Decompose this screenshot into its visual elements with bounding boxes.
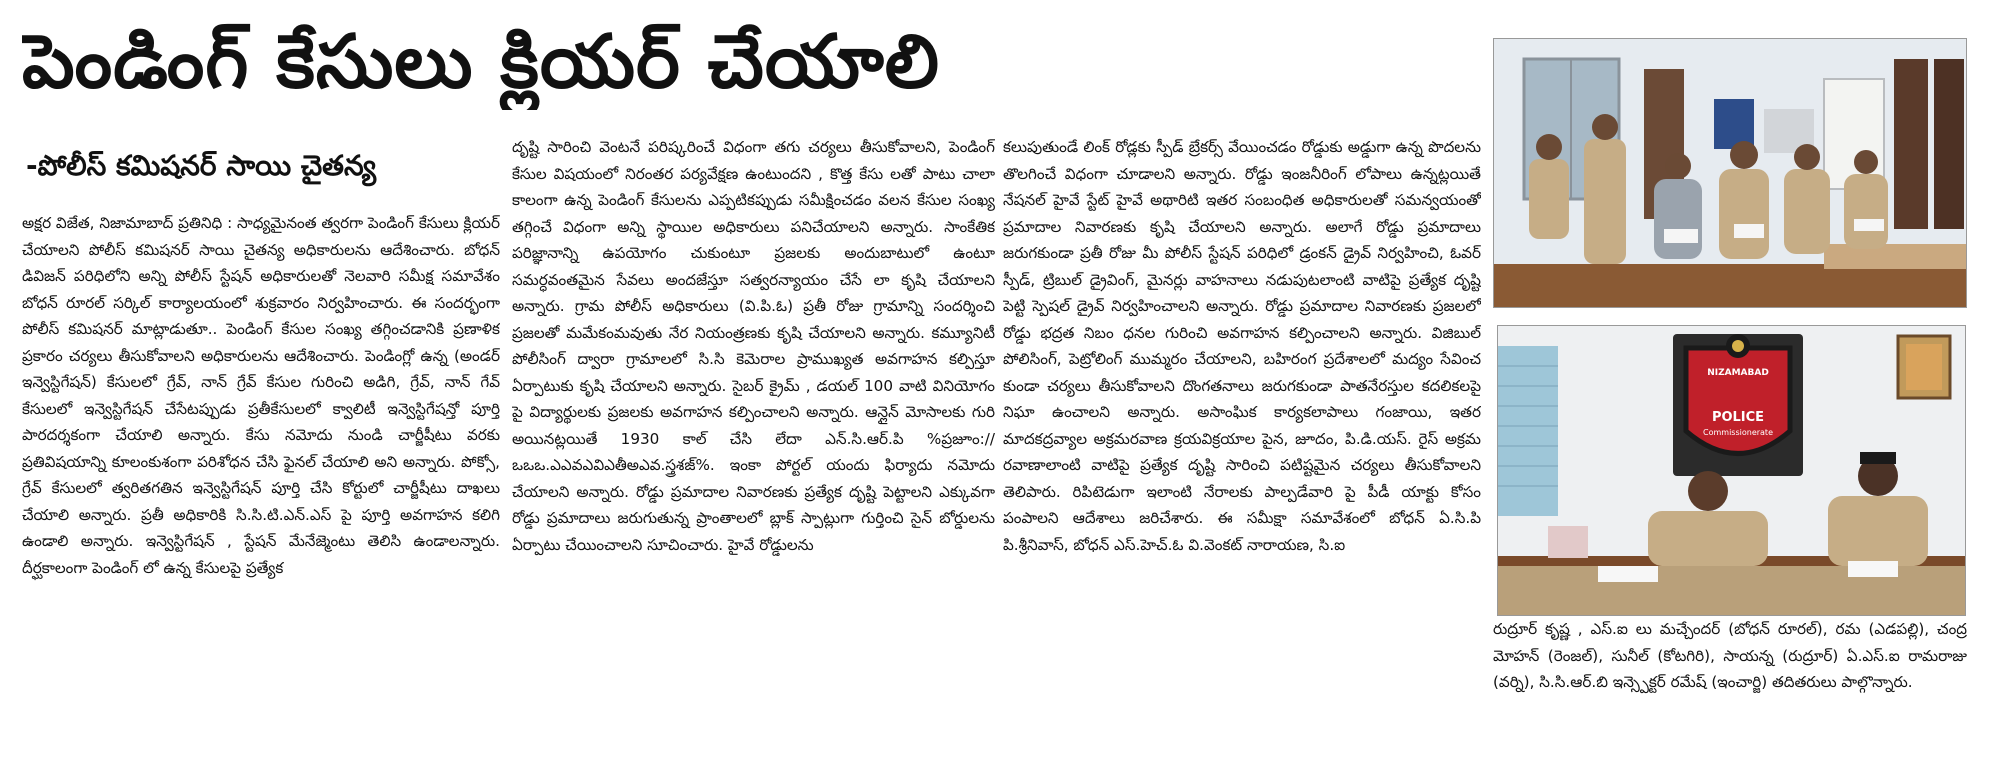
meeting-photo	[1493, 38, 1967, 308]
article-column-2	[512, 134, 995, 762]
emblem-police-label: POLICE	[1711, 410, 1765, 425]
emblem-city-label: NIZAMABAD	[1707, 368, 1769, 378]
meeting-photo-illustration	[1494, 39, 1966, 307]
photo-caption: రుద్రూర్ కృష్ణ , ఎస్.ఐ లు మచ్చేందర్ (బోధన్ రూరల్), రమ (ఎడపల్లి), చంద్ర మోహన్ (రెంజల్), సునీల్ (కోటగిరి), సాయన్న (రుద్రూర్) ఏ.ఎస్.ఐ రామరాజు (వర్ని), సి.సి.ఆర్.బి ఇన్స్పెక్టర్ రమేష్ (ఇంచార్జి) తదితరులు పాల్గొన్నారు.	[1493, 620, 1967, 691]
emblem-commissionerate-label: Commissionerate	[1703, 428, 1773, 437]
office-photo	[1497, 325, 1966, 616]
headline: పెండింగ్ కేసులు క్లియర్ చేయాలి	[22, 19, 941, 105]
article-text-column-1: అక్షర విజేత, నిజామాబాద్ ప్రతినిధి : సాధ్యమైనంత త్వరగా పెండింగ్ కేసులు క్లియర్ చేయాలని పోలీస్ కమిషనర్ సాయి చైతన్య అధికారులను ఆదేశించారు. బోధన్ డివిజన్ పరిధిలోని అన్ని పోలీస్ స్టేషన్ అధికారులతో నెలవారి సమీక్ష సమావేశం బోధన్ రూరల్ సర్కిల్ కార్యాలయంలో శుక్రవారం నిర్వహించారు. ఈ సందర్భంగా పోలీస్ కమిషనర్ మాట్లాడుతూ.. పెండింగ్ కేసుల సంఖ్య తగ్గించడానికి ప్రణాళిక ప్రకారం చర్యలు తీసుకోవాలని అధికారులను ఆదేశించారు. పెండింగ్లో ఉన్న (అండర్ ఇన్వెస్టిగేషన్) కేసులలో గ్రేవ్, నాన్ గ్రేవ్ కేసుల గురించి అడిగి, గ్రేవ్, నాన్ గేవ్ కేసులలో ఇన్వెస్టిగేషన్ చేసేటప్పుడు ప్రతీకేసులలో క్వాలిటీ ఇన్వెస్టిగేషన్తో పూర్తి పారదర్శకంగా చేయాలి అన్నారు. కేసు నమోదు నుండి చార్జీషీటు వరకు ప్రతివిషయాన్ని కూలంకుశంగా పరిశోధన చేసి ఫైనల్ చేయాలి అని అన్నారు. పోక్సో, గ్రేవ్ కేసులలో త్వరితగతిన ఇన్వెస్టిగేషన్ పూర్తి చేసి కోర్టులో చార్జీషీటు దాఖలు చేయాలి అన్నారు. ప్రతీ అధికారికి సి.సి.టి.ఎన్.ఎస్ పై పూర్తి అవగాహన కలిగి ఉండాలి అన్నారు. ఇన్వెస్టిగేషన్ , స్టేషన్ మేనేజ్మెంటు తెలిసి ఉండాలన్నారు. దీర్ఘకాలంగా పెండింగ్ లో ఉన్న కేసులపై ప్రత్యేక	[22, 214, 500, 577]
article-text-column-3: కలుపుతుండే లింక్ రోడ్లకు స్పీడ్ బ్రేకర్స్ వేయించడం రోడ్డుకు అడ్డుగా ఉన్న పొదలను తొలగించే విధంగా చూడాలని అన్నారు. రోడ్డు ఇంజనీరింగ్ లోపాలు ఉన్నట్లయితే నేషనల్ హైవే స్టేట్ హైవే అథారిటి ఇతర సంబంధిత అధికారులతో సమన్వయంతో ప్రమాదాల నివారణకు కృషి చేయాలని అన్నారు. అలాగే రోడ్డు ప్రమాదాలు జరుగకుండా ప్రతీ రోజు మీ పోలీస్ స్టేషన్ పరిధిలో డ్రంకన్ డ్రైవ్ నిర్వహించి, ఓవర్ స్పీడ్, ట్రిబుల్ డ్రైవింగ్, మైనర్లు వాహనాలు నడుపుటలాంటి వాటిపై ప్రత్యేక దృష్టి పెట్టి స్పెషల్ డ్రైవ్ నిర్వహించాలని అన్నారు. రోడ్డు ప్రమాదాల నివారణకు ప్రజలలో రోడ్డు భద్రత నిబం ధనల గురించి అవగాహన కల్పించాలని అన్నారు. విజిబుల్ పోలిసింగ్, పెట్రోలింగ్ ముమ్మరం చేయాలని, బహిరంగ ప్రదేశాలలో మద్యం సేవించ కుండా చర్యలు తీసుకోవాలని దొంగతనాలు జరుగకుండా పాతనేరస్తుల కదలికలపై నిఘా ఉంచాలని అన్నారు. అసాంఘిక కార్యకలాపాలు గంజాయి, ఇతర మాదకద్రవ్యాల అక్రమరవాణ క్రయవిక్రయాల పైన, జూదం, పి.డి.యస్. రైస్ అక్రమ రవాణాలాంటి వాటిపై ప్రత్యేక దృష్టి సారించి పటిష్టమైన చర్యలు తీసుకోవాలని తెలిపారు. రిపిటెడుగా ఇలాంటి నేరాలకు పాల్పడేవారి పై పీడీ యాక్టు కోసం పంపాలని ఆదేశాలు జరిచేశారు. ఈ సమీక్షా సమావేశంలో బోధన్ ఏ.సి.పి పి.శ్రీనివాస్, బోధన్ ఎస్.హెచ్.ఓ వి.వెంకట్ నారాయణ, సి.ఐ	[1003, 138, 1481, 554]
article-text-column-2: దృష్టి సారించి వెంటనే పరిష్కరించే విధంగా తగు చర్యలు తీసుకోవాలని, పెండింగ్ కేసుల విషయంలో నిరంతర పర్యవేక్షణ ఉంటుందని , కొత్త కేసు లతో పాటు చాలా కాలంగా ఉన్న పెండింగ్ కేసులను ఎప్పటికప్పుడు సమీక్షించడం వలన కేసుల సంఖ్య తగ్గించే విధంగా అన్ని స్థాయిల అధికారులు పనిచేయాలని అన్నారు. సాంకేతిక పరిజ్ఞానాన్ని ఉపయోగం చుకుంటూ ప్రజలకు అందుబాటులో ఉంటూ సమర్ధవంతమైన సేవలు అందజేస్తూ సత్వరన్యాయం చేసే లా కృషి చేయాలని అన్నారు. గ్రామ పోలీస్ అధికారులు (వి.పి.ఓ) ప్రతీ రోజు గ్రామాన్ని సందర్శించి ప్రజలతో మమేకంమవుతు నేర నియంత్రణకు కృషి చేయాలని అన్నారు. కమ్యూనిటీ పోలీసింగ్ ద్వారా గ్రామాలలో సి.సి కెమెరాల ప్రాముఖ్యత అవగాహన కల్పిస్తూ ఏర్పాటుకు కృషి చేయాలని అన్నారు. సైబర్ క్రైమ్ , డయల్ 100 వాటి వినియోగం పై విద్యార్థులకు ప్రజలకు అవగాహన కల్పించాలని అన్నారు. ఆన్లైన్ మోసాలకు గురి అయినట్లయితే 1930 కాల్ చేసి లేదా ఎన్.సి.ఆర్.పి %ప్రజూం://ఒఒఒ.ఎఎవఎవిఎతీఅఎవ.స్త్రశజ్%. ఇంకా పోర్టల్ యందు ఫిర్యాదు నమోదు చేయాలని అన్నారు. రోడ్డు ప్రమాదాల నివారణకు ప్రత్యేక దృష్టి పెట్టాలని ఎక్కువగా రోడ్డు ప్రమాదాలు జరుగుతున్న ప్రాంతాలలో బ్లాక్ స్పాట్లుగా గుర్తించి సైన్ బోర్డులను ఏర్పాటు చేయించాలని సూచించారు. హైవే రోడ్డులను	[512, 138, 995, 554]
article-column-1	[22, 210, 500, 762]
byline: -పోలీస్ కమిషనర్ సాయి చైతన్య	[26, 149, 377, 182]
article-column-3	[1003, 134, 1481, 762]
